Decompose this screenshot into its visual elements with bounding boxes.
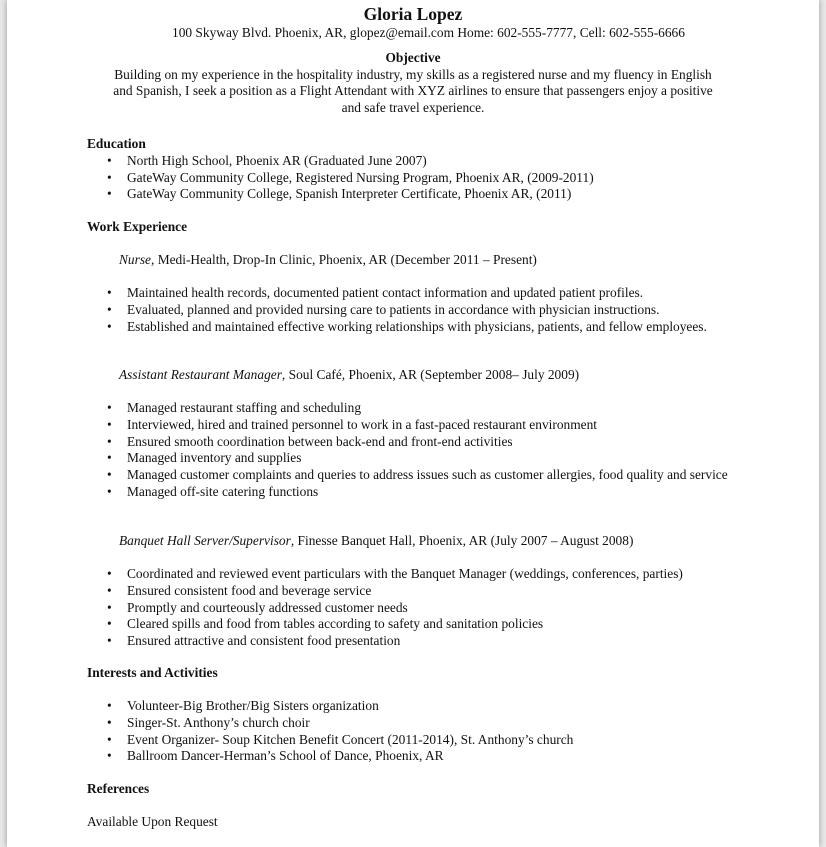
bullet-icon: •	[107, 301, 112, 317]
list-item: • Evaluated, planned and provided nursing care to patients in accordance with physician instructions.	[107, 301, 660, 317]
job-restaurant-duties	[87, 400, 777, 501]
job-title-line	[87, 533, 777, 550]
list-item: • Ensured consistent food and beverage service	[107, 582, 372, 598]
job-role: Assistant Restaurant Manager	[119, 367, 282, 382]
job-restaurant	[87, 367, 777, 384]
objective-text: Building on my experience in the hospitality industry, my skills as a registered nurse and my fluency in English and Spanish, I seek a position as a Flight Attendant with XYZ airlines to ensure that passengers enjoy a positive and safe travel experience.	[113, 66, 713, 116]
bullet-icon: •	[107, 152, 112, 168]
list-item: • Managed off-site catering functions	[107, 483, 319, 499]
list-item: • Volunteer-Big Brother/Big Sisters organization	[107, 698, 379, 713]
list-item: • Managed inventory and supplies	[107, 450, 302, 466]
bullet-icon: •	[107, 467, 112, 483]
job-title-line	[87, 252, 777, 269]
list-item: • Established and maintained effective working relationships with physicians, patients, and fellow employees.	[107, 318, 707, 334]
job-duties-list	[87, 566, 777, 650]
list-item: • Event Organizer- Soup Kitchen Benefit Concert (2011-2014), St. Anthony’s church	[107, 731, 574, 747]
list-item: • Cleared spills and food from tables according to safety and sanitation policies	[107, 616, 544, 632]
contact-line: 100 Skyway Blvd. Phoenix, AR, glopez@email.com Home: 602-555-7777, Cell: 602-555-6666	[172, 25, 685, 40]
list-item: • GateWay Community College, Registered Nursing Program, Phoenix AR, (2009-2011)	[107, 169, 594, 185]
job-nurse	[87, 252, 777, 269]
job-banquet-duties	[87, 566, 777, 650]
bullet-icon: •	[107, 169, 112, 185]
bullet-icon: •	[107, 433, 112, 449]
bullet-icon: •	[107, 318, 112, 334]
list-item: • GateWay Community College, Spanish Interpreter Certificate, Phoenix AR, (2011)	[107, 186, 572, 202]
bullet-icon: •	[107, 483, 112, 499]
job-details: , Soul Café, Phoenix, AR (September 2008– July 2009)	[281, 367, 580, 382]
list-item: • North High School, Phoenix AR (Graduated June 2007)	[107, 152, 427, 168]
bullet-icon: •	[107, 450, 112, 466]
interests-list	[87, 698, 777, 765]
job-details: , Finesse Banquet Hall, Phoenix, AR (July 2007 – August 2008)	[290, 533, 634, 548]
list-item: • Maintained health records, documented patient contact information and updated patient profiles.	[107, 285, 644, 300]
interests-section	[87, 665, 777, 682]
job-banquet	[87, 533, 777, 550]
bullet-icon: •	[107, 186, 112, 202]
job-duties-list	[87, 400, 777, 501]
job-title-line	[87, 367, 777, 384]
list-item: • Ensured smooth coordination between back-end and front-end activities	[107, 433, 513, 449]
references-section	[87, 781, 777, 798]
resume-name: Gloria Lopez	[363, 4, 463, 24]
interests-list-block	[87, 698, 777, 765]
bullet-icon: •	[107, 599, 112, 615]
objective-heading: Objective	[385, 49, 441, 65]
bullet-icon: •	[107, 731, 112, 747]
list-item: • Managed restaurant staffing and scheduling	[107, 400, 362, 415]
job-role: Banquet Hall Server/Supervisor	[119, 533, 291, 548]
bullet-icon: •	[107, 714, 112, 730]
bullet-icon: •	[107, 616, 112, 632]
interests-heading: Interests and Activities	[87, 665, 218, 680]
references-heading: References	[87, 781, 150, 796]
list-item: • Singer-St. Anthony’s church choir	[107, 714, 310, 730]
bullet-icon: •	[107, 698, 112, 713]
job-nurse-duties	[87, 285, 777, 335]
bullet-icon: •	[107, 566, 112, 581]
education-list	[87, 153, 777, 203]
resume-page	[7, 0, 819, 847]
list-item: • Ballroom Dancer-Herman’s School of Dance, Phoenix, AR	[107, 748, 444, 764]
references-text-block	[87, 814, 777, 831]
bullet-icon: •	[107, 582, 112, 598]
bullet-icon: •	[107, 416, 112, 432]
education-section	[87, 136, 777, 203]
work-heading-block	[87, 219, 777, 236]
education-heading: Education	[87, 136, 146, 151]
list-item: • Ensured attractive and consistent food presentation	[107, 633, 401, 649]
list-item: • Promptly and courteously addressed customer needs	[107, 599, 408, 615]
list-item: • Interviewed, hired and trained personnel to work in a fast-paced restaurant environment	[107, 416, 597, 432]
work-heading: Work Experience	[87, 219, 188, 234]
bullet-icon: •	[107, 633, 112, 649]
list-item: • Coordinated and reviewed event particulars with the Banquet Manager (weddings, conferences, parties)	[107, 566, 683, 581]
job-duties-list	[87, 285, 777, 335]
job-details: Medi-Health, Drop-In Clinic, Phoenix, AR (December 2011 – Present)	[154, 252, 537, 267]
references-text: Available Upon Request	[87, 814, 218, 829]
bullet-icon: •	[107, 400, 112, 415]
bullet-icon: •	[107, 748, 112, 764]
list-item: • Managed customer complaints and queries to address issues such as customer allergies, food quality and service	[107, 467, 728, 483]
bullet-icon: •	[107, 285, 112, 300]
job-role: Nurse,	[119, 252, 155, 267]
